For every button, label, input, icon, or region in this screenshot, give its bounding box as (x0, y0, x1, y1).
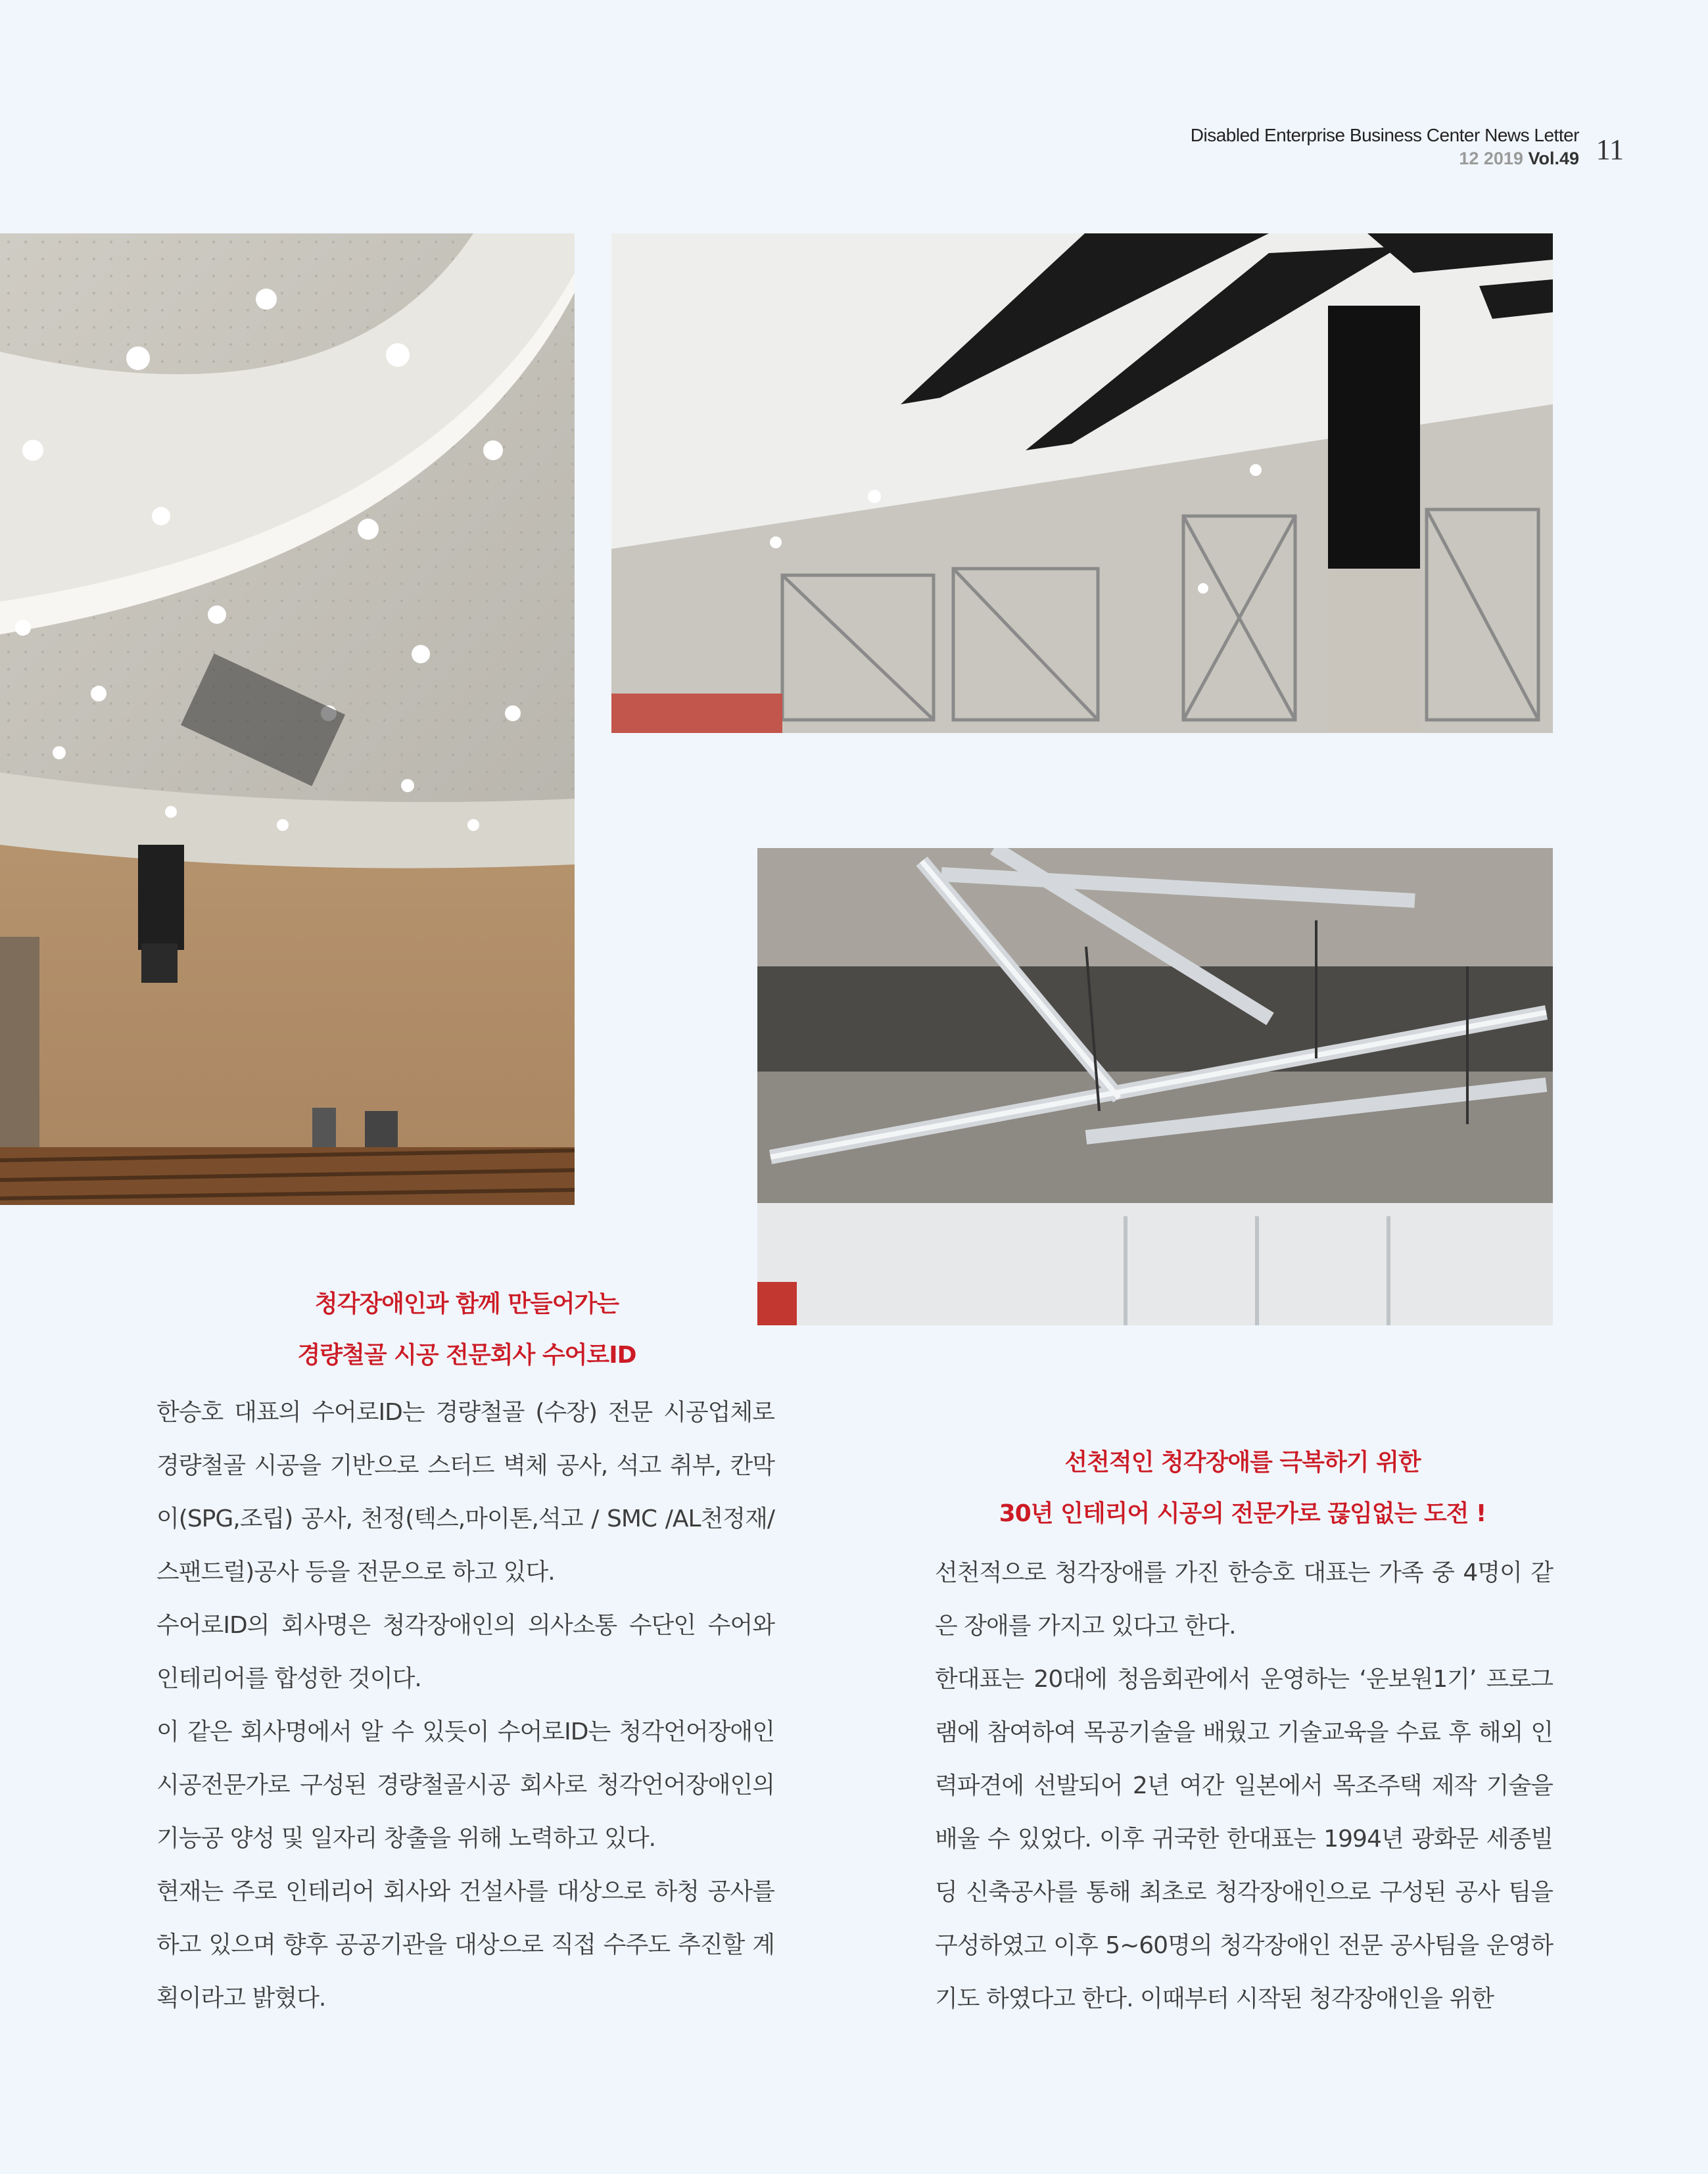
auditorium-ceiling-photo (0, 233, 575, 1205)
steel-frame-photo (757, 848, 1553, 1325)
steel-frame-image (757, 848, 1553, 1325)
right-paragraph: 한대표는 20대에 청음회관에서 운영하는 ‘운보원1기’ 프로그램에 참여하여 목공기술을 배웠고 기술교육을 수료 후 해외 인력파견에 선발되어 2년 여간 일본에서 목조주택 제작 기술을 배울 수 있었다. 이후 귀국한 한대표는 1994년 광화문 세종빌딩 신축공사를 통해 최초로 청각장애인으로 구성된 공사 팀을 구성하였고 이후 5~60명의 청각장애인 전문 공사팀을 운영하기도 하였다고 한다. 이때부터 시작된 청각장애인을 위한 (935, 1666, 1553, 2012)
right-article-body (935, 1546, 1553, 2025)
ceiling-scaffold-photo (611, 233, 1553, 733)
left-article-heading (158, 1279, 776, 1381)
left-heading-line2: 경량철골 시공 전문회사 수어로ID (297, 1342, 636, 1369)
issue-date: 12 2019 (1459, 149, 1523, 168)
issue-volume: Vol.49 (1528, 149, 1579, 168)
page-header (1191, 124, 1579, 170)
right-heading-line1: 선천적인 청각장애를 극복하기 위한 (1064, 1449, 1421, 1476)
issue-info (1191, 147, 1579, 170)
left-heading-line1: 청각장애인과 함께 만들어가는 (314, 1290, 619, 1317)
left-paragraph: 현재는 주로 인테리어 회사와 건설사를 대상으로 하청 공사를 하고 있으며 향후 공공기관을 대상으로 직접 수주도 추진할 계획이라고 밝혔다. (156, 1878, 774, 2012)
newsletter-title: Disabled Enterprise Business Center News Letter (1190, 125, 1579, 145)
ceiling-scaffold-image (611, 233, 1553, 733)
left-article-body (156, 1386, 774, 2025)
left-paragraph: 이 같은 회사명에서 알 수 있듯이 수어로ID는 청각언어장애인 시공전문가로 구성된 경량철골시공 회사로 청각언어장애인의 기능공 양성 및 일자리 창출을 위해 노력하고 있다. (156, 1718, 774, 1852)
right-heading-line2: 30년 인테리어 시공의 전문가로 끊임없는 도전 ! (999, 1500, 1486, 1527)
auditorium-ceiling-image (0, 233, 575, 1205)
left-paragraph: 한승호 대표의 수어로ID는 경량철골 (수장) 전문 시공업체로 경량철골 시공을 기반으로 스터드 벽체 공사, 석고 취부, 칸막이(SPG,조립) 공사, 천정(텍스,마이톤,석고 / SMC /AL천정재/스팬드럴)공사 등을 전문으로 하고 있다. (156, 1399, 774, 1586)
right-article-heading (934, 1437, 1552, 1540)
left-paragraph: 수어로ID의 회사명은 청각장애인의 의사소통 수단인 수어와 인테리어를 합성한 것이다. (156, 1612, 774, 1692)
right-paragraph: 선천적으로 청각장애를 가진 한승호 대표는 가족 중 4명이 같은 장애를 가지고 있다고 한다. (935, 1559, 1553, 1640)
page-number: 11 (1596, 133, 1624, 166)
